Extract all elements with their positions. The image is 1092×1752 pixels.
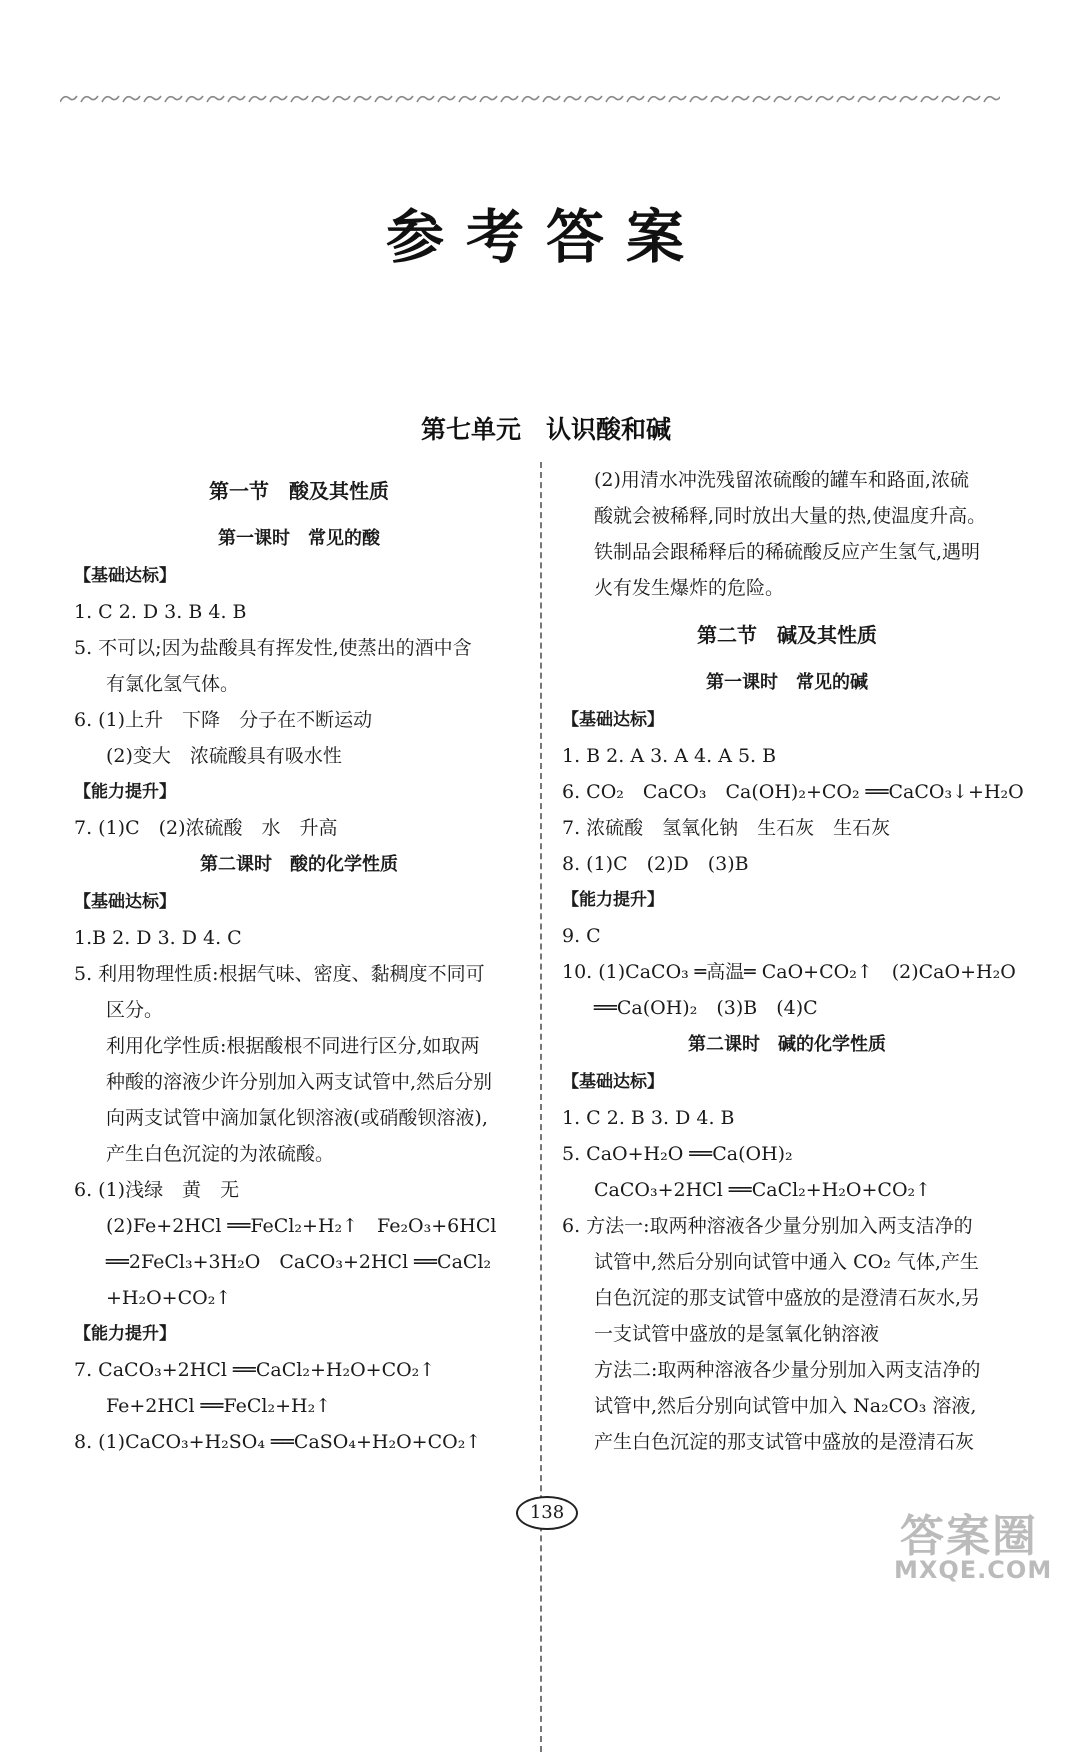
border-ornament <box>228 96 245 102</box>
border-ornament <box>774 96 791 102</box>
answer-category-tag: 【能力提升】 <box>74 782 176 802</box>
watermark-logo <box>880 1500 1080 1590</box>
unit-title: 第七单元 认识酸和碱 <box>420 415 671 444</box>
answer-line: 6. (1)上升 下降 分子在不断运动 <box>74 709 373 731</box>
border-ornament <box>81 96 98 102</box>
answer-line: 1. C 2. D 3. B 4. B <box>74 601 247 623</box>
answer-line: 6. CO₂ CaCO₃ Ca(OH)₂+CO₂ ══CaCO₃↓+H₂O <box>562 781 1024 803</box>
lesson-title: 第二课时 碱的化学性质 <box>688 1034 886 1055</box>
watermark-site-text: MXQE.COM <box>894 1556 1053 1584</box>
answer-line: 10. (1)CaCO₃ ═高温═ CaO+CO₂↑ (2)CaO+H₂O <box>562 961 1016 983</box>
border-ornament <box>648 96 665 102</box>
answer-line: 1. B 2. A 3. A 4. A 5. B <box>562 745 777 767</box>
answer-line: (2)变大 浓硫酸具有吸水性 <box>106 745 342 767</box>
answer-category-tag: 【基础达标】 <box>562 1072 664 1092</box>
border-ornament <box>480 96 497 102</box>
answer-line: 区分。 <box>106 999 164 1021</box>
answer-line: 试管中,然后分别向试管中加入 Na₂CO₃ 溶液, <box>594 1395 977 1417</box>
border-ornament <box>333 96 350 102</box>
border-ornament <box>816 96 833 102</box>
border-ornament <box>690 96 707 102</box>
answer-line: 方法二:取两种溶液各少量分别加入两支洁净的 <box>594 1359 981 1381</box>
border-ornament <box>186 96 203 102</box>
lesson-title: 第一课时 常见的碱 <box>706 672 868 693</box>
border-ornament <box>669 96 686 102</box>
border-ornament <box>753 96 770 102</box>
page-title: 参考答案 <box>385 203 706 271</box>
section-title: 第二节 碱及其性质 <box>697 623 877 647</box>
border-ornament <box>123 96 140 102</box>
answer-line: 一支试管中盛放的是氢氧化钠溶液 <box>594 1323 880 1345</box>
answer-line: 7. CaCO₃+2HCl ══CaCl₂+H₂O+CO₂↑ <box>74 1359 436 1381</box>
answer-line: 种酸的溶液少许分别加入两支试管中,然后分别 <box>106 1071 493 1093</box>
border-ornament <box>396 96 413 102</box>
border-ornament <box>144 96 161 102</box>
answer-category-tag: 【能力提升】 <box>562 890 664 910</box>
answer-line: (2)Fe+2HCl ══FeCl₂+H₂↑ Fe₂O₃+6HCl <box>106 1215 497 1237</box>
border-ornament <box>102 96 119 102</box>
answer-line: 有氯化氢气体。 <box>106 673 240 695</box>
answer-line: ══2FeCl₃+3H₂O CaCO₃+2HCl ══CaCl₂ <box>106 1251 492 1273</box>
border-ornament <box>837 96 854 102</box>
border-ornament <box>564 96 581 102</box>
border-ornament <box>984 96 1000 102</box>
answer-line: Fe+2HCl ══FeCl₂+H₂↑ <box>106 1395 332 1417</box>
border-ornament <box>858 96 875 102</box>
border-ornament <box>291 96 308 102</box>
answer-line: 5. 利用物理性质:根据气味、密度、黏稠度不同可 <box>74 963 485 985</box>
answer-line: (2)用清水冲洗残留浓硫酸的罐车和路面,浓硫 <box>594 469 969 491</box>
border-ornament <box>375 96 392 102</box>
answer-line: 7. 浓硫酸 氢氧化钠 生石灰 生石灰 <box>562 817 891 839</box>
column-divider <box>540 462 542 1752</box>
border-ornament <box>501 96 518 102</box>
answer-line: 酸就会被稀释,同时放出大量的热,使温度升高。 <box>594 505 987 527</box>
border-ornament <box>543 96 560 102</box>
answer-line: 产生白色沉淀的为浓硫酸。 <box>106 1143 335 1165</box>
answer-line: ══Ca(OH)₂ (3)B (4)C <box>594 997 818 1019</box>
border-ornament <box>963 96 980 102</box>
lesson-title: 第二课时 酸的化学性质 <box>200 854 398 875</box>
answer-category-tag: 【基础达标】 <box>562 710 664 730</box>
border-ornament <box>417 96 434 102</box>
answer-line: 8. (1)CaCO₃+H₂SO₄ ══CaSO₄+H₂O+CO₂↑ <box>74 1431 482 1453</box>
answer-category-tag: 【基础达标】 <box>74 566 176 586</box>
border-ornament <box>585 96 602 102</box>
watermark-logo-text: 答案圈 <box>900 1511 1038 1562</box>
border-ornament <box>165 96 182 102</box>
border-ornament <box>795 96 812 102</box>
answer-line: +H₂O+CO₂↑ <box>106 1287 232 1309</box>
answer-line: 5. CaO+H₂O ══Ca(OH)₂ <box>562 1143 793 1165</box>
answer-line: 8. (1)C (2)D (3)B <box>562 853 749 875</box>
border-ornament <box>921 96 938 102</box>
left-answer-column <box>74 462 524 1460</box>
answer-line: 产生白色沉淀的那支试管中盛放的是澄清石灰 <box>594 1431 975 1453</box>
answer-line: 试管中,然后分别向试管中通入 CO₂ 气体,产生 <box>594 1251 979 1273</box>
border-ornament <box>207 96 224 102</box>
answer-line: 1. C 2. B 3. D 4. B <box>562 1107 735 1129</box>
answer-line: 6. (1)浅绿 黄 无 <box>74 1179 240 1201</box>
border-ornament <box>942 96 959 102</box>
border-ornament <box>60 96 77 102</box>
answer-line: 火有发生爆炸的危险。 <box>594 577 785 599</box>
border-ornament <box>270 96 287 102</box>
border-ornament <box>606 96 623 102</box>
lesson-title: 第一课时 常见的酸 <box>218 528 380 549</box>
border-ornament <box>438 96 455 102</box>
answer-line: 7. (1)C (2)浓硫酸 水 升高 <box>74 817 338 839</box>
border-ornament <box>627 96 644 102</box>
answer-line: 1.B 2. D 3. D 4. C <box>74 927 242 949</box>
border-ornament <box>900 96 917 102</box>
answer-line: 6. 方法一:取两种溶液各少量分别加入两支洁净的 <box>562 1215 973 1237</box>
border-ornament <box>354 96 371 102</box>
border-ornament <box>732 96 749 102</box>
answer-line: 向两支试管中滴加氯化钡溶液(或硝酸钡溶液), <box>106 1107 488 1129</box>
page-number: 138 <box>516 1496 578 1530</box>
right-answer-column <box>562 462 1024 1460</box>
border-ornament <box>249 96 266 102</box>
answer-line: CaCO₃+2HCl ══CaCl₂+H₂O+CO₂↑ <box>594 1179 932 1201</box>
border-ornament <box>522 96 539 102</box>
section-title: 第一节 酸及其性质 <box>209 479 389 503</box>
border-ornament <box>879 96 896 102</box>
answer-line: 白色沉淀的那支试管中盛放的是澄清石灰水,另 <box>594 1287 981 1309</box>
answer-line: 利用化学性质:根据酸根不同进行区分,如取两 <box>106 1035 480 1057</box>
decorative-top-border <box>60 90 1000 110</box>
answer-line: 5. 不可以;因为盐酸具有挥发性,使蒸出的酒中含 <box>74 637 472 659</box>
answer-category-tag: 【能力提升】 <box>74 1324 176 1344</box>
border-ornament <box>711 96 728 102</box>
answer-line: 铁制品会跟稀释后的稀硫酸反应产生氢气,遇明 <box>594 541 981 563</box>
border-ornament <box>459 96 476 102</box>
answer-category-tag: 【基础达标】 <box>74 892 176 912</box>
border-ornament <box>312 96 329 102</box>
answer-line: 9. C <box>562 925 601 947</box>
